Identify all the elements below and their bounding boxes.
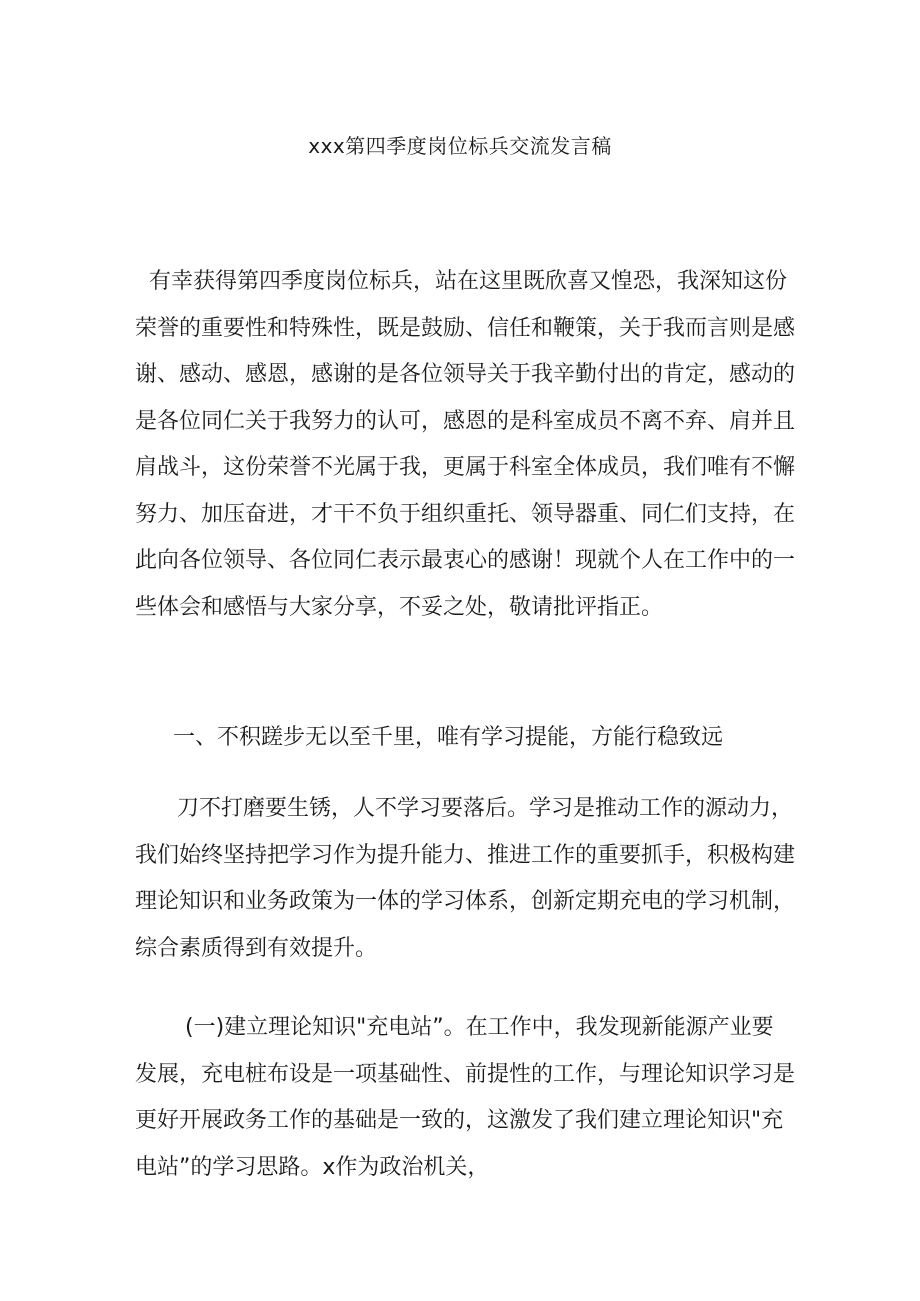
section-heading-1: 一、不积蹉步无以至千里，唯有学习提能，方能行稳致远 — [173, 725, 724, 750]
paragraph-intro: 有幸获得第四季度岗位标兵，站在这里既欣喜又惶恐，我深知这份荣誉的重要性和特殊性，既是鼓励、信任和鞭策，关于我而言则是感谢、感动、感恩，感谢的是各位领导关于我辛勤付出的肯定，感动的是各位同仁关于我努力的认可，感恩的是科室成员不离不弃、肩并且肩战斗，这份荣誉不光属于我，更属于科室全体成员，我们唯有不懈努力、加压奋进，才干不负于组织重托、领导器重、同仁们支持，在此向各位领导、各位同仁表示最衷心的感谢！现就个人在工作中的一些体会和感悟与大家分享，不妥之处，敬请批评指正。 — [135, 269, 796, 620]
document-title: xxx第四季度岗位标兵交流发言稿 — [308, 134, 612, 158]
paragraph-subsection-1: (一)建立理论知识"充电站”。在工作中，我发现新能源产业要发展，充电桩布设是一项基础性、前提性的工作，与理论知识学习是更好开展政务工作的基础是一致的，这激发了我们建立理论知识"充电站”的学习思路。x作为政治机关， — [135, 1015, 796, 1180]
paragraph-learning: 刀不打磨要生锈，人不学习要落后。学习是推动工作的源动力，我们始终坚持把学习作为提升能力、推进工作的重要抓手，积极构建理论知识和业务政策为一体的学习体系，创新定期充电的学习机制，综合素质得到有效提升。 — [135, 796, 796, 961]
